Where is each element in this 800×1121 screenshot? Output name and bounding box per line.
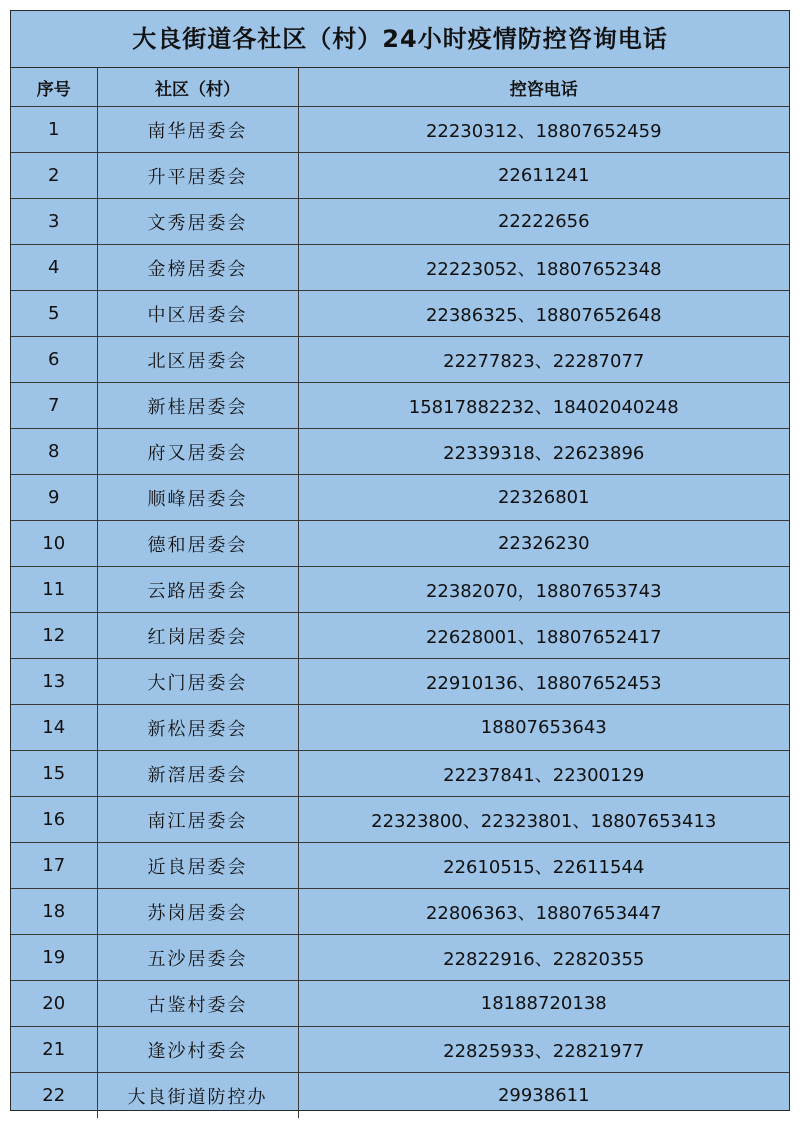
table-row <box>11 337 789 383</box>
row-community: 红岗居委会 <box>97 613 298 659</box>
header-community: 社区（村） <box>97 68 298 107</box>
row-community: 大良街道防控办 <box>97 1073 298 1119</box>
header-index: 序号 <box>11 68 97 107</box>
header-phone: 控咨电话 <box>298 68 789 107</box>
row-phone: 22611241 <box>298 153 789 199</box>
row-phone: 22237841、22300129 <box>298 751 789 797</box>
row-community: 古鉴村委会 <box>97 981 298 1027</box>
row-phone: 22910136、18807652453 <box>298 659 789 705</box>
table-row <box>11 475 789 521</box>
row-community: 文秀居委会 <box>97 199 298 245</box>
row-index: 15 <box>11 751 97 797</box>
row-community: 顺峰居委会 <box>97 475 298 521</box>
row-phone: 22825933、22821977 <box>298 1027 789 1073</box>
row-phone: 22339318、22623896 <box>298 429 789 475</box>
phone-directory-sheet <box>10 10 790 1111</box>
row-index: 14 <box>11 705 97 751</box>
table-row <box>11 751 789 797</box>
row-index: 20 <box>11 981 97 1027</box>
table-row <box>11 199 789 245</box>
row-index: 11 <box>11 567 97 613</box>
row-index: 9 <box>11 475 97 521</box>
row-index: 7 <box>11 383 97 429</box>
row-phone: 22277823、22287077 <box>298 337 789 383</box>
row-index: 5 <box>11 291 97 337</box>
row-community: 近良居委会 <box>97 843 298 889</box>
row-community: 五沙居委会 <box>97 935 298 981</box>
row-phone: 22326230 <box>298 521 789 567</box>
row-index: 6 <box>11 337 97 383</box>
row-index: 12 <box>11 613 97 659</box>
row-phone: 22386325、18807652648 <box>298 291 789 337</box>
row-community: 南江居委会 <box>97 797 298 843</box>
row-phone: 29938611 <box>298 1073 789 1119</box>
table-row <box>11 889 789 935</box>
row-community: 新松居委会 <box>97 705 298 751</box>
row-phone: 18188720138 <box>298 981 789 1027</box>
row-phone: 22230312、18807652459 <box>298 107 789 153</box>
table-row <box>11 383 789 429</box>
row-phone: 15817882232、18402040248 <box>298 383 789 429</box>
row-index: 1 <box>11 107 97 153</box>
row-community: 金榜居委会 <box>97 245 298 291</box>
row-index: 18 <box>11 889 97 935</box>
row-community: 南华居委会 <box>97 107 298 153</box>
row-phone: 22326801 <box>298 475 789 521</box>
row-index: 21 <box>11 1027 97 1073</box>
row-phone: 22806363、18807653447 <box>298 889 789 935</box>
row-index: 8 <box>11 429 97 475</box>
row-community: 云路居委会 <box>97 567 298 613</box>
row-index: 16 <box>11 797 97 843</box>
row-phone: 22222656 <box>298 199 789 245</box>
row-index: 17 <box>11 843 97 889</box>
row-phone: 22628001、18807652417 <box>298 613 789 659</box>
row-index: 3 <box>11 199 97 245</box>
table-row <box>11 245 789 291</box>
row-phone: 22323800、22323801、18807653413 <box>298 797 789 843</box>
row-community: 中区居委会 <box>97 291 298 337</box>
table-row <box>11 521 789 567</box>
row-community: 大门居委会 <box>97 659 298 705</box>
page-title: 大良街道各社区（村）24小时疫情防控咨询电话 <box>11 11 789 68</box>
table-row <box>11 291 789 337</box>
table-row <box>11 1027 789 1073</box>
table-row <box>11 659 789 705</box>
row-community: 新桂居委会 <box>97 383 298 429</box>
row-index: 13 <box>11 659 97 705</box>
row-phone: 22223052、18807652348 <box>298 245 789 291</box>
directory-table <box>11 68 789 1118</box>
table-row <box>11 429 789 475</box>
table-row <box>11 843 789 889</box>
table-row <box>11 567 789 613</box>
row-community: 北区居委会 <box>97 337 298 383</box>
row-community: 德和居委会 <box>97 521 298 567</box>
row-community: 升平居委会 <box>97 153 298 199</box>
row-index: 10 <box>11 521 97 567</box>
table-row <box>11 613 789 659</box>
table-row <box>11 1073 789 1119</box>
row-index: 22 <box>11 1073 97 1119</box>
row-index: 19 <box>11 935 97 981</box>
row-community: 府又居委会 <box>97 429 298 475</box>
table-row <box>11 153 789 199</box>
row-index: 4 <box>11 245 97 291</box>
table-row <box>11 935 789 981</box>
row-phone: 22822916、22820355 <box>298 935 789 981</box>
table-row <box>11 981 789 1027</box>
table-row <box>11 107 789 153</box>
header-row <box>11 68 789 107</box>
table-row <box>11 705 789 751</box>
table-row <box>11 797 789 843</box>
row-phone: 22610515、22611544 <box>298 843 789 889</box>
row-community: 逢沙村委会 <box>97 1027 298 1073</box>
row-community: 苏岗居委会 <box>97 889 298 935</box>
row-community: 新滘居委会 <box>97 751 298 797</box>
row-phone: 18807653643 <box>298 705 789 751</box>
row-phone: 22382070，18807653743 <box>298 567 789 613</box>
row-index: 2 <box>11 153 97 199</box>
